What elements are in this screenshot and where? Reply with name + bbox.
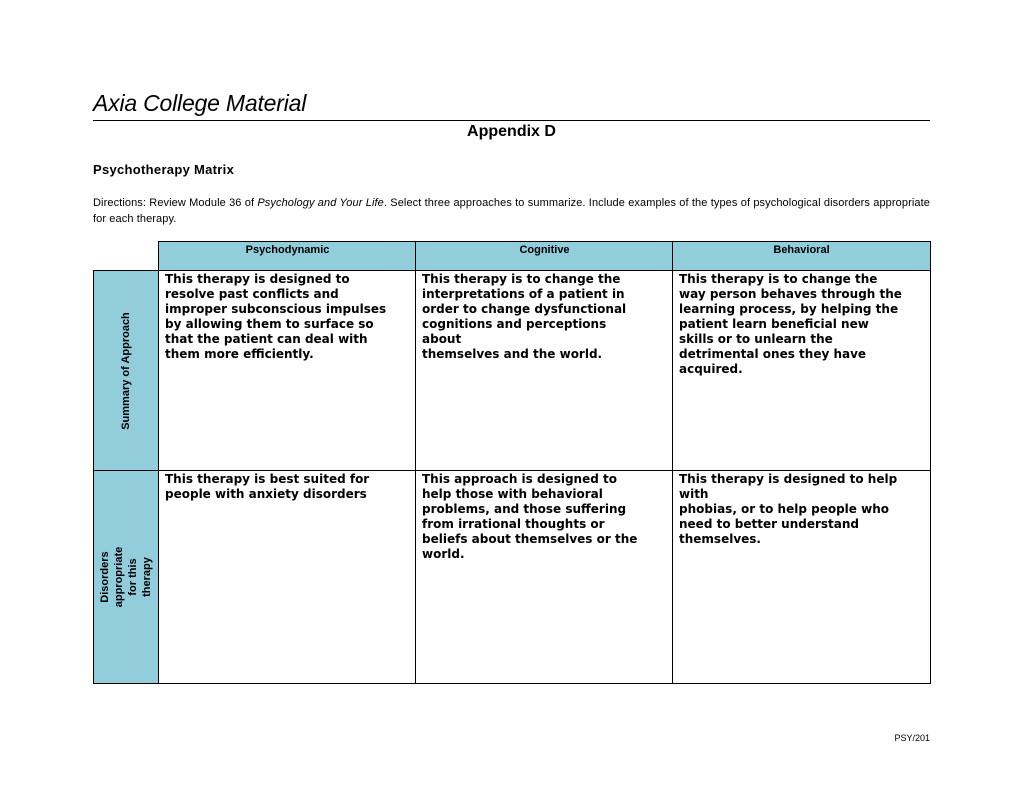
table-cell: This therapy is to change the way person behaves through the learning process, by helping the patient learn beneficial new skills or to unlearn the detrimental ones they have acquired. bbox=[672, 270, 931, 472]
appendix-title: Appendix D bbox=[467, 123, 556, 140]
table-cell: This approach is designed to help those with behavioral problems, and those suffering from irrational thoughts or beliefs about themselves or the world. bbox=[415, 470, 674, 684]
row-header-disorders bbox=[93, 470, 159, 684]
directions-suffix: . Select three approaches to summarize. Include examples of the types of psychological disorders appropriate for each therapy. bbox=[93, 197, 930, 225]
matrix-subtitle: Psychotherapy Matrix bbox=[93, 162, 235, 177]
table-cell: This therapy is best suited for people with anxiety disorders bbox=[158, 470, 417, 684]
column-header-behavioral: Behavioral bbox=[672, 241, 931, 271]
document-header-title: Axia College Material bbox=[93, 90, 307, 116]
row-header-summary bbox=[93, 270, 159, 472]
row-header-summary-label: Summary of Approach bbox=[120, 312, 132, 430]
directions-book-title: Psychology and Your Life bbox=[257, 197, 384, 209]
directions-prefix: Directions: Review Module 36 of bbox=[93, 197, 258, 209]
directions-text bbox=[93, 195, 930, 227]
column-header-psychodynamic: Psychodynamic bbox=[158, 241, 417, 271]
table-cell: This therapy is designed to help with phobias, or to help people who need to better understand themselves. bbox=[672, 470, 931, 684]
table-cell: This therapy is to change the interpretations of a patient in order to change dysfunctional cognitions and perceptions about themselves and the world. bbox=[415, 270, 674, 472]
row-header-disorders-label: Disorders appropriate for this therapy bbox=[99, 546, 153, 608]
column-header-cognitive: Cognitive bbox=[415, 241, 674, 271]
header-rule bbox=[93, 120, 930, 121]
footer-course-code: PSY/201 bbox=[894, 733, 930, 743]
table-cell: This therapy is designed to resolve past conflicts and improper subconscious impulses by allowing them to surface so that the patient can deal with them more efficiently. bbox=[158, 270, 417, 472]
